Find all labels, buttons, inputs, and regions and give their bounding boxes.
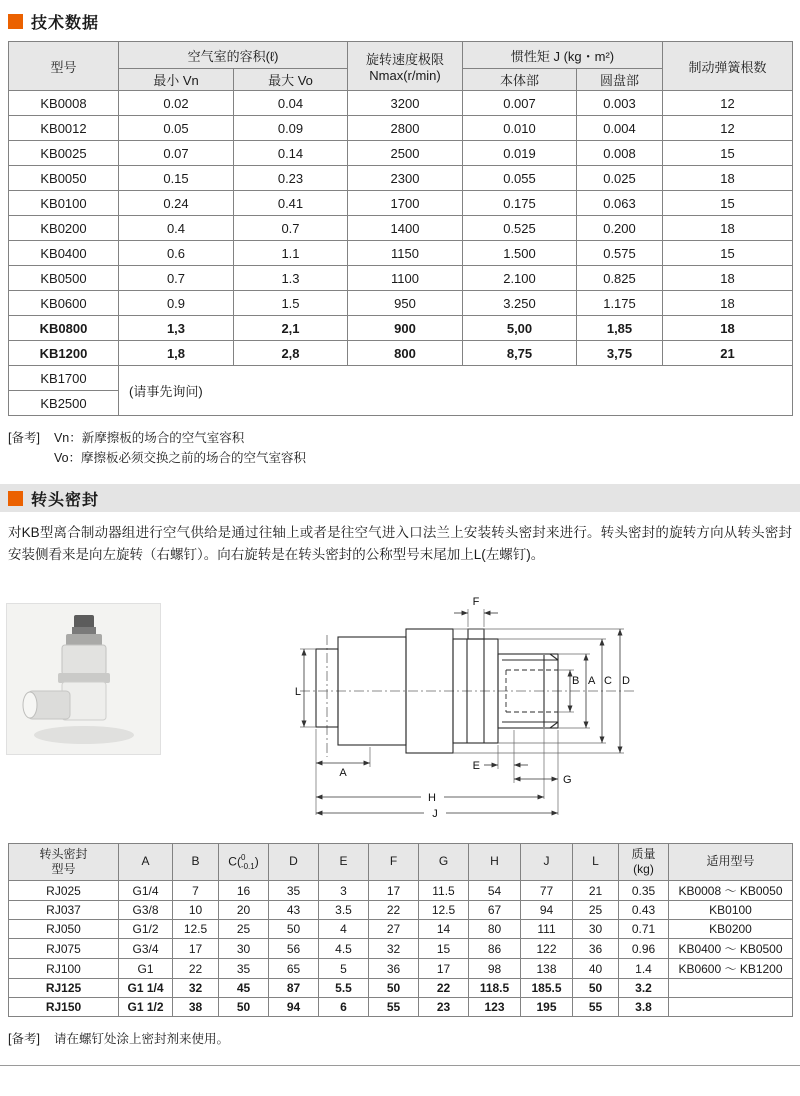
value-cell: KB0100 bbox=[669, 901, 793, 920]
table-row bbox=[9, 141, 793, 166]
dimension-drawing-graphic bbox=[286, 579, 690, 837]
rotary-seal-photo-graphic bbox=[6, 603, 161, 755]
value-cell: 94 bbox=[269, 998, 319, 1017]
speed-limit-line2: Nmax(r/min) bbox=[369, 68, 441, 83]
col-header-g: G bbox=[419, 844, 469, 881]
c-tolerance-bottom: -0.1 bbox=[240, 862, 255, 872]
value-cell: G1/2 bbox=[119, 920, 173, 939]
value-cell: 0.71 bbox=[619, 920, 669, 939]
value-cell: 7 bbox=[173, 881, 219, 901]
value-cell: 55 bbox=[369, 998, 419, 1017]
value-cell: 18 bbox=[663, 316, 793, 341]
table-row bbox=[9, 341, 793, 366]
value-cell: 40 bbox=[573, 959, 619, 979]
row-label-cell: RJ025 bbox=[9, 881, 119, 901]
value-cell: 1400 bbox=[348, 216, 463, 241]
value-cell: 20 bbox=[219, 901, 269, 920]
col-header-brake-springs: 制动弹簧根数 bbox=[663, 42, 793, 91]
value-cell: 0.004 bbox=[577, 116, 663, 141]
value-cell: 11.5 bbox=[419, 881, 469, 901]
value-cell: 3 bbox=[319, 881, 369, 901]
value-cell: 38 bbox=[173, 998, 219, 1017]
notes-lines bbox=[54, 428, 306, 468]
value-cell: 0.43 bbox=[619, 901, 669, 920]
col-header-vo: 最大 Vo bbox=[234, 69, 348, 91]
dim-label-f: F bbox=[472, 596, 480, 609]
value-cell: 195 bbox=[521, 998, 573, 1017]
row-label-cell: KB0400 bbox=[9, 241, 119, 266]
c-label: C bbox=[228, 854, 237, 869]
row-label-cell: KB0050 bbox=[9, 166, 119, 191]
value-cell: 2500 bbox=[348, 141, 463, 166]
table-row bbox=[9, 881, 793, 901]
value-cell: 15 bbox=[663, 141, 793, 166]
value-cell: 0.7 bbox=[234, 216, 348, 241]
value-cell: 17 bbox=[369, 881, 419, 901]
value-cell: 800 bbox=[348, 341, 463, 366]
col-header-air-volume: 空气室的容积(ℓ) bbox=[119, 42, 348, 69]
value-cell: 123 bbox=[469, 998, 521, 1017]
product-photo bbox=[6, 603, 161, 755]
header-row bbox=[9, 844, 793, 881]
table1-inquiry-body bbox=[9, 366, 793, 416]
table-row bbox=[9, 959, 793, 979]
value-cell: 16 bbox=[219, 881, 269, 901]
value-cell: 1.4 bbox=[619, 959, 669, 979]
value-cell: 15 bbox=[663, 241, 793, 266]
value-cell: 0.07 bbox=[119, 141, 234, 166]
value-cell: 80 bbox=[469, 920, 521, 939]
value-cell: 0.200 bbox=[577, 216, 663, 241]
value-cell: 65 bbox=[269, 959, 319, 979]
dim-label-g: G bbox=[563, 774, 572, 787]
value-cell: 0.04 bbox=[234, 91, 348, 116]
col-header-j: J bbox=[521, 844, 573, 881]
value-cell: 50 bbox=[219, 998, 269, 1017]
table-row bbox=[9, 91, 793, 116]
value-cell: 0.010 bbox=[463, 116, 577, 141]
value-cell: 0.15 bbox=[119, 166, 234, 191]
header-row bbox=[9, 42, 793, 69]
value-cell: KB0200 bbox=[669, 920, 793, 939]
dim-label-a-right: A bbox=[588, 675, 596, 688]
value-cell: 17 bbox=[173, 939, 219, 959]
seal-model-line1: 转头密封 bbox=[39, 846, 88, 861]
mass-line2: (kg) bbox=[633, 862, 654, 877]
value-cell: G3/4 bbox=[119, 939, 173, 959]
inquiry-note-cell: (请事先询问) bbox=[119, 366, 793, 416]
row-label-cell: RJ037 bbox=[9, 901, 119, 920]
notes-label: [备考] bbox=[8, 1032, 40, 1047]
value-cell: 67 bbox=[469, 901, 521, 920]
row-label-cell: KB0100 bbox=[9, 191, 119, 216]
value-cell: 30 bbox=[219, 939, 269, 959]
value-cell: 0.525 bbox=[463, 216, 577, 241]
value-cell: 0.7 bbox=[119, 266, 234, 291]
table-row bbox=[9, 216, 793, 241]
table-row bbox=[9, 979, 793, 998]
value-cell: 4.5 bbox=[319, 939, 369, 959]
value-cell: 0.003 bbox=[577, 91, 663, 116]
section1-header bbox=[0, 0, 800, 39]
row-label-cell: RJ125 bbox=[9, 979, 119, 998]
value-cell: 1100 bbox=[348, 266, 463, 291]
col-header-disc-part: 圆盘部 bbox=[577, 69, 663, 91]
table-row bbox=[9, 998, 793, 1017]
col-header-body-part: 本体部 bbox=[463, 69, 577, 91]
value-cell: G1 1/2 bbox=[119, 998, 173, 1017]
section-marker-icon bbox=[8, 14, 23, 29]
value-cell: 30 bbox=[573, 920, 619, 939]
value-cell: 87 bbox=[269, 979, 319, 998]
row-label-cell: KB0008 bbox=[9, 91, 119, 116]
value-cell: 5.5 bbox=[319, 979, 369, 998]
table1-notes bbox=[8, 428, 792, 468]
value-cell: 25 bbox=[573, 901, 619, 920]
section2-paragraph: 对KB型离合制动器组进行空气供给是通过往轴上或者是往空气进入口法兰上安装转头密封来进行。转头密封的旋转方向从转头密封安装侧看来是向左旋转（右螺钉）。向右旋转是在转头密封的公称型号末尾加上L(左螺钉)。 bbox=[8, 525, 792, 562]
note-line-vo: Vo：摩擦板必须交换之前的场合的空气室容积 bbox=[53, 451, 307, 465]
value-cell: G1 1/4 bbox=[119, 979, 173, 998]
value-cell: 1,3 bbox=[119, 316, 234, 341]
col-header-seal-model bbox=[9, 844, 119, 881]
row-label-cell: RJ150 bbox=[9, 998, 119, 1017]
value-cell: 36 bbox=[369, 959, 419, 979]
col-header-c bbox=[219, 844, 269, 881]
row-label-cell: KB1700 bbox=[9, 366, 119, 391]
value-cell: 0.575 bbox=[577, 241, 663, 266]
value-cell: 138 bbox=[521, 959, 573, 979]
table1-body bbox=[9, 91, 793, 366]
dim-label-h: H bbox=[428, 792, 436, 805]
value-cell: 86 bbox=[469, 939, 521, 959]
row-label-cell: KB0500 bbox=[9, 266, 119, 291]
note-line-vn: Vn：新摩擦板的场合的空气室容积 bbox=[53, 431, 245, 445]
value-cell: 950 bbox=[348, 291, 463, 316]
value-cell: 0.055 bbox=[463, 166, 577, 191]
dim-label-c: C bbox=[604, 675, 612, 688]
row-label-cell: RJ075 bbox=[9, 939, 119, 959]
value-cell: 22 bbox=[419, 979, 469, 998]
value-cell: 0.6 bbox=[119, 241, 234, 266]
value-cell: 4 bbox=[319, 920, 369, 939]
value-cell: 0.025 bbox=[577, 166, 663, 191]
value-cell bbox=[669, 979, 793, 998]
dim-label-b: B bbox=[572, 675, 580, 688]
dim-label-j: J bbox=[432, 808, 438, 821]
value-cell: 18 bbox=[663, 266, 793, 291]
row-label-cell: KB0025 bbox=[9, 141, 119, 166]
value-cell: 32 bbox=[369, 939, 419, 959]
value-cell: 50 bbox=[269, 920, 319, 939]
value-cell: 1.5 bbox=[234, 291, 348, 316]
value-cell: 50 bbox=[573, 979, 619, 998]
value-cell: 0.24 bbox=[119, 191, 234, 216]
value-cell: 3.250 bbox=[463, 291, 577, 316]
value-cell: 1.500 bbox=[463, 241, 577, 266]
value-cell: 12 bbox=[663, 91, 793, 116]
col-header-applicable-models: 适用型号 bbox=[669, 844, 793, 881]
value-cell: 1.175 bbox=[577, 291, 663, 316]
value-cell: 3200 bbox=[348, 91, 463, 116]
value-cell: 5,00 bbox=[463, 316, 577, 341]
row-label-cell: RJ050 bbox=[9, 920, 119, 939]
value-cell: 21 bbox=[663, 341, 793, 366]
table-row bbox=[9, 241, 793, 266]
col-header-vn: 最小 Vn bbox=[119, 69, 234, 91]
value-cell: 2,1 bbox=[234, 316, 348, 341]
value-cell: 0.23 bbox=[234, 166, 348, 191]
value-cell: 185.5 bbox=[521, 979, 573, 998]
value-cell: 18 bbox=[663, 166, 793, 191]
value-cell: 35 bbox=[269, 881, 319, 901]
value-cell: 18 bbox=[663, 291, 793, 316]
table-row bbox=[9, 920, 793, 939]
value-cell: 36 bbox=[573, 939, 619, 959]
value-cell bbox=[669, 998, 793, 1017]
c-paren-close: ) bbox=[254, 854, 259, 869]
value-cell: 77 bbox=[521, 881, 573, 901]
value-cell: 12.5 bbox=[173, 920, 219, 939]
value-cell: 3.5 bbox=[319, 901, 369, 920]
value-cell: 5 bbox=[319, 959, 369, 979]
value-cell: 56 bbox=[269, 939, 319, 959]
value-cell: 2300 bbox=[348, 166, 463, 191]
value-cell: 50 bbox=[369, 979, 419, 998]
value-cell: 0.96 bbox=[619, 939, 669, 959]
value-cell: 6 bbox=[319, 998, 369, 1017]
col-header-model: 型号 bbox=[9, 42, 119, 91]
row-label-cell: KB0012 bbox=[9, 116, 119, 141]
table2-note bbox=[8, 1029, 792, 1049]
value-cell: KB0400 ～ KB0500 bbox=[669, 939, 793, 959]
value-cell: 32 bbox=[173, 979, 219, 998]
figures-area bbox=[0, 579, 800, 837]
row-label-cell: KB0600 bbox=[9, 291, 119, 316]
value-cell: 27 bbox=[369, 920, 419, 939]
value-cell: 21 bbox=[573, 881, 619, 901]
row-label-cell: RJ100 bbox=[9, 959, 119, 979]
value-cell: 0.41 bbox=[234, 191, 348, 216]
value-cell: 118.5 bbox=[469, 979, 521, 998]
value-cell: 22 bbox=[173, 959, 219, 979]
dim-label-e: E bbox=[472, 760, 480, 773]
table-row bbox=[9, 316, 793, 341]
col-header-e: E bbox=[319, 844, 369, 881]
value-cell: 43 bbox=[269, 901, 319, 920]
value-cell: 25 bbox=[219, 920, 269, 939]
row-label-cell: KB0200 bbox=[9, 216, 119, 241]
table-row bbox=[9, 116, 793, 141]
value-cell: 0.4 bbox=[119, 216, 234, 241]
value-cell: 900 bbox=[348, 316, 463, 341]
value-cell: 3.8 bbox=[619, 998, 669, 1017]
col-header-a: A bbox=[119, 844, 173, 881]
value-cell: 2800 bbox=[348, 116, 463, 141]
mass-line1: 质量 bbox=[631, 846, 656, 861]
value-cell: 35 bbox=[219, 959, 269, 979]
row-label-cell: KB0800 bbox=[9, 316, 119, 341]
c-tolerance-top: 0 bbox=[240, 853, 246, 862]
rotary-seal-table bbox=[8, 843, 793, 1017]
row-label-cell: KB1200 bbox=[9, 341, 119, 366]
value-cell: 0.063 bbox=[577, 191, 663, 216]
page-bottom-rule bbox=[0, 1065, 800, 1066]
value-cell: 1,8 bbox=[119, 341, 234, 366]
col-header-d: D bbox=[269, 844, 319, 881]
value-cell: 10 bbox=[173, 901, 219, 920]
section-marker-icon bbox=[8, 491, 23, 506]
value-cell: 3.2 bbox=[619, 979, 669, 998]
dim-label-a-bottom: A bbox=[339, 767, 347, 780]
col-header-l: L bbox=[573, 844, 619, 881]
value-cell: 45 bbox=[219, 979, 269, 998]
c-tolerance bbox=[241, 853, 255, 871]
value-cell: 111 bbox=[521, 920, 573, 939]
col-header-b: B bbox=[173, 844, 219, 881]
speed-limit-line1: 旋转速度极限 bbox=[365, 52, 444, 67]
table-row bbox=[9, 166, 793, 191]
value-cell: 1.3 bbox=[234, 266, 348, 291]
value-cell: 0.09 bbox=[234, 116, 348, 141]
dim-label-l: L bbox=[294, 686, 301, 699]
value-cell: 3,75 bbox=[577, 341, 663, 366]
value-cell: 1,85 bbox=[577, 316, 663, 341]
value-cell: 0.05 bbox=[119, 116, 234, 141]
dimension-drawing bbox=[286, 579, 690, 837]
value-cell: KB0600 ～ KB1200 bbox=[669, 959, 793, 979]
section2-title: 转头密封 bbox=[31, 491, 100, 509]
value-cell: 15 bbox=[419, 939, 469, 959]
value-cell: 0.14 bbox=[234, 141, 348, 166]
value-cell: 0.9 bbox=[119, 291, 234, 316]
technical-data-table bbox=[8, 41, 793, 416]
notes-lines bbox=[54, 1029, 229, 1049]
value-cell: 0.02 bbox=[119, 91, 234, 116]
col-header-mass bbox=[619, 844, 669, 881]
value-cell: 18 bbox=[663, 216, 793, 241]
value-cell: 15 bbox=[663, 191, 793, 216]
value-cell: 0.825 bbox=[577, 266, 663, 291]
row-label-cell: KB2500 bbox=[9, 391, 119, 416]
value-cell: 0.019 bbox=[463, 141, 577, 166]
section1-title: 技术数据 bbox=[31, 15, 100, 32]
value-cell: 0.007 bbox=[463, 91, 577, 116]
note-line-sealant: 请在螺钉处涂上密封剂来使用。 bbox=[53, 1032, 229, 1047]
dim-label-d: D bbox=[622, 675, 630, 688]
value-cell: 22 bbox=[369, 901, 419, 920]
value-cell: 122 bbox=[521, 939, 573, 959]
col-header-speed-limit bbox=[348, 42, 463, 91]
value-cell: 2,8 bbox=[234, 341, 348, 366]
col-header-inertia: 惯性矩 J (kg・m²) bbox=[463, 42, 663, 69]
table-row bbox=[9, 266, 793, 291]
value-cell: KB0008 ～ KB0050 bbox=[669, 881, 793, 901]
value-cell: G1/4 bbox=[119, 881, 173, 901]
value-cell: 14 bbox=[419, 920, 469, 939]
table2-body bbox=[9, 881, 793, 1017]
table-row bbox=[9, 901, 793, 920]
value-cell: 98 bbox=[469, 959, 521, 979]
value-cell: 0.008 bbox=[577, 141, 663, 166]
value-cell: 0.35 bbox=[619, 881, 669, 901]
value-cell: G1 bbox=[119, 959, 173, 979]
section2-header bbox=[0, 484, 800, 512]
seal-model-line2: 型号 bbox=[51, 862, 76, 877]
value-cell: 0.175 bbox=[463, 191, 577, 216]
table-row bbox=[9, 939, 793, 959]
col-header-h: H bbox=[469, 844, 521, 881]
value-cell: 55 bbox=[573, 998, 619, 1017]
table-row bbox=[9, 291, 793, 316]
c-paren-open: ( bbox=[236, 854, 241, 869]
value-cell: 1150 bbox=[348, 241, 463, 266]
notes-label: [备考] bbox=[8, 431, 40, 445]
table-row bbox=[9, 191, 793, 216]
value-cell: 94 bbox=[521, 901, 573, 920]
value-cell: 12 bbox=[663, 116, 793, 141]
value-cell: 17 bbox=[419, 959, 469, 979]
value-cell: 23 bbox=[419, 998, 469, 1017]
value-cell: 8,75 bbox=[463, 341, 577, 366]
col-header-f: F bbox=[369, 844, 419, 881]
value-cell: 1.1 bbox=[234, 241, 348, 266]
value-cell: 1700 bbox=[348, 191, 463, 216]
value-cell: G3/8 bbox=[119, 901, 173, 920]
table-row bbox=[9, 366, 793, 391]
value-cell: 54 bbox=[469, 881, 521, 901]
value-cell: 2.100 bbox=[463, 266, 577, 291]
value-cell: 12.5 bbox=[419, 901, 469, 920]
